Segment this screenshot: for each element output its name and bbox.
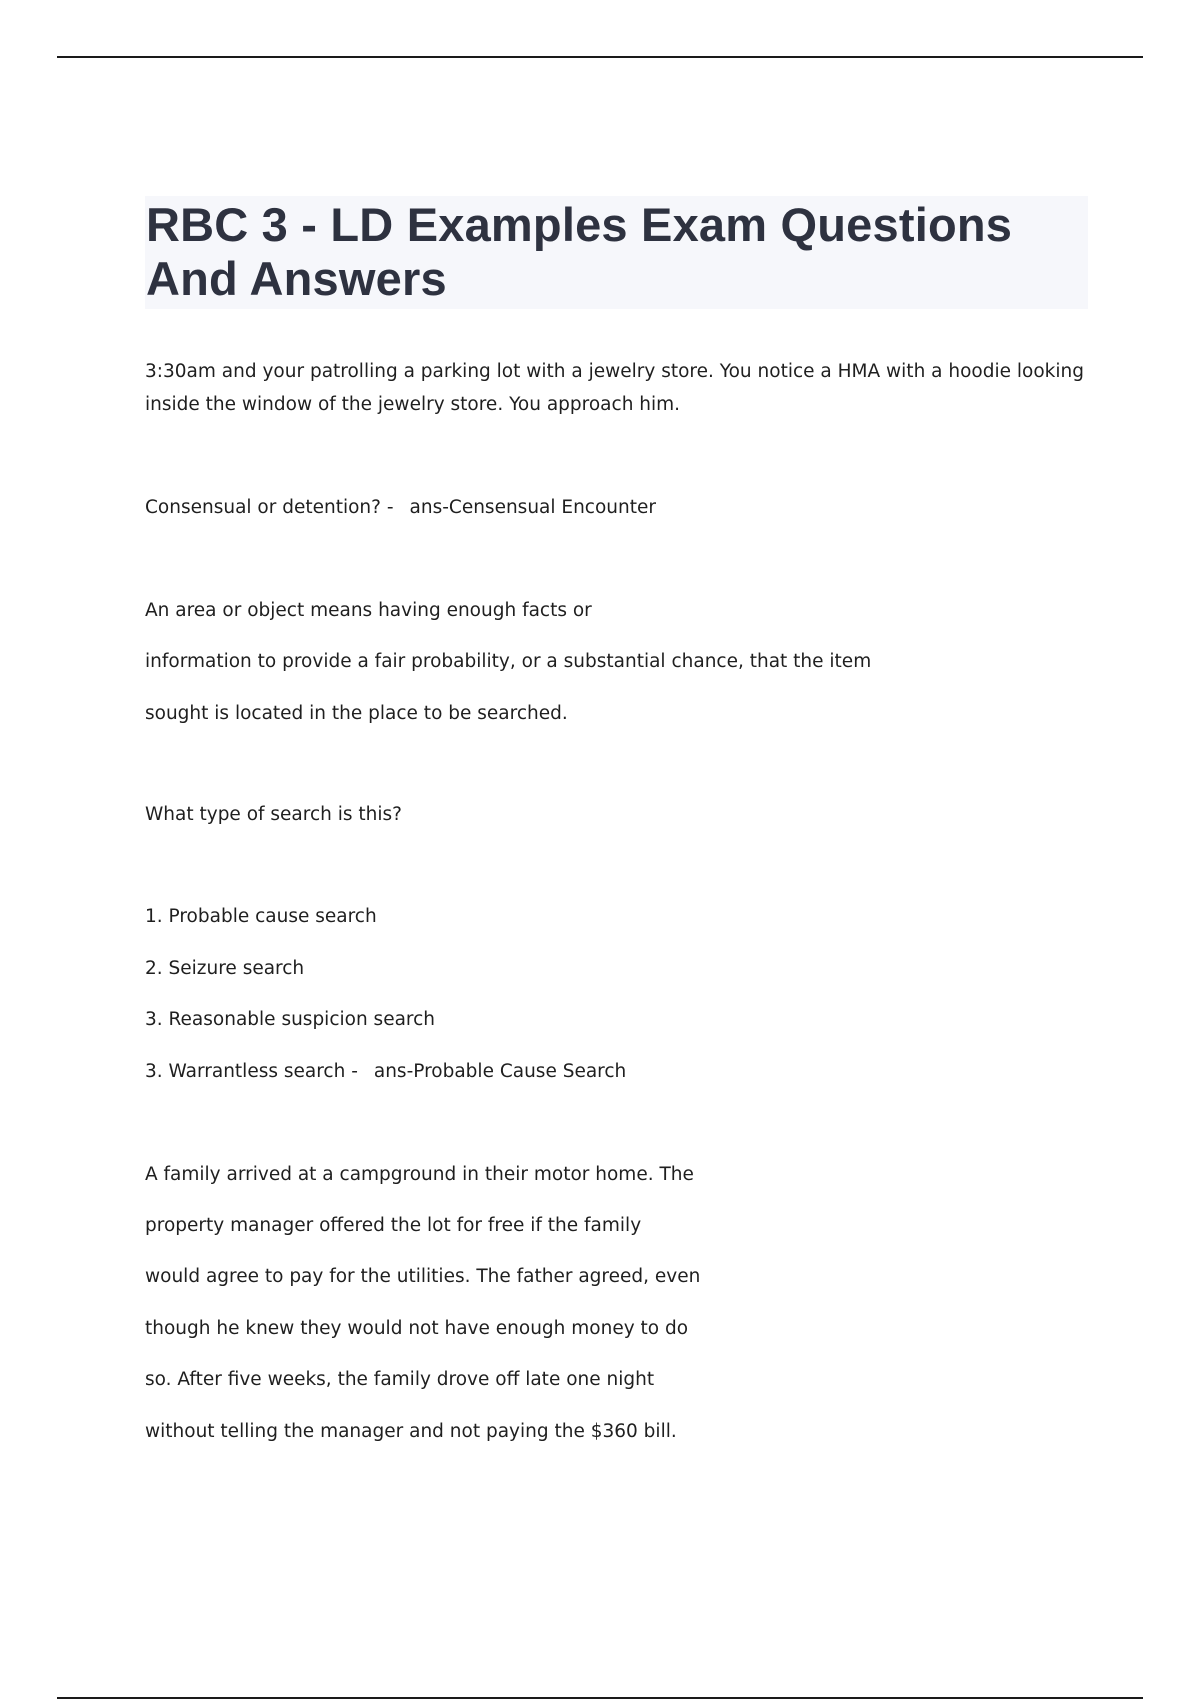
list-item bbox=[145, 1059, 626, 1085]
text-line: An area or object means having enough facts or bbox=[145, 600, 592, 621]
list-item: 1. Probable cause search bbox=[145, 906, 377, 927]
list-item: 3. Reasonable suspicion search bbox=[145, 1009, 436, 1030]
text-line: property manager offered the lot for free if the family bbox=[145, 1215, 642, 1236]
document-title: RBC 3 - LD Examples Exam Questions And Answers bbox=[146, 198, 1013, 305]
question-text: 3. Warrantless search - bbox=[145, 1061, 358, 1082]
text-line: A family arrived at a campground in their motor home. The bbox=[145, 1164, 694, 1185]
text-line: sought is located in the place to be searched. bbox=[145, 703, 568, 724]
bottom-rule bbox=[57, 1697, 1143, 1699]
text-line: What type of search is this? bbox=[145, 804, 402, 825]
text-line: 3:30am and your patrolling a parking lot with a jewelry store. You notice a HMA with a hoodie looking bbox=[145, 361, 1084, 382]
answer-text: ans-Censensual Encounter bbox=[409, 497, 656, 518]
text-line: would agree to pay for the utilities. The father agreed, even bbox=[145, 1266, 701, 1287]
text-line: without telling the manager and not paying the $360 bill. bbox=[145, 1421, 677, 1442]
top-rule bbox=[57, 56, 1143, 58]
text-line: though he knew they would not have enough money to do bbox=[145, 1318, 689, 1339]
list-item: 2. Seizure search bbox=[145, 958, 305, 979]
question-text: Consensual or detention? - bbox=[145, 497, 394, 518]
text-line: inside the window of the jewelry store. You approach him. bbox=[145, 394, 681, 415]
answer-text: ans-Probable Cause Search bbox=[373, 1061, 627, 1082]
question-line bbox=[145, 495, 656, 521]
text-line: so. After five weeks, the family drove off late one night bbox=[145, 1369, 655, 1390]
text-line: information to provide a fair probability, or a substantial chance, that the item bbox=[145, 651, 872, 672]
